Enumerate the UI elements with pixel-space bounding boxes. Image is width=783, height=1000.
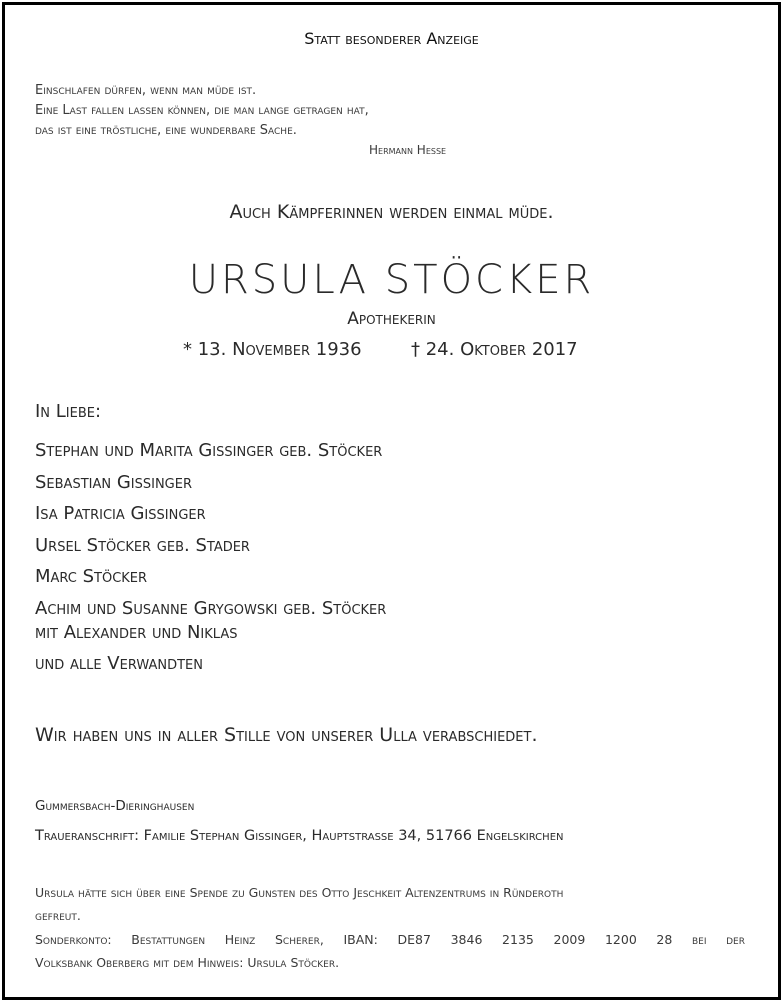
closing-statement: Wir haben uns in aller Stille von unserer Ulla verabschiedet. bbox=[35, 724, 538, 746]
mourner-entry: Isa Patricia Gissinger bbox=[35, 503, 206, 524]
mourner-entry: Marc Stöcker bbox=[35, 566, 148, 587]
mourner-entry: Achim und Susanne Grygowski geb. Stöcker bbox=[35, 598, 387, 619]
mourners-intro: In Liebe: bbox=[35, 401, 102, 422]
mourner-entry: mit Alexander und Niklas bbox=[35, 622, 238, 643]
mourner-entry: Ursel Stöcker geb. Stader bbox=[35, 535, 250, 556]
birth-date: * 13. November 1936 bbox=[183, 339, 362, 360]
poem-line-3: das ist eine tröstliche, eine wunderbare Sache. bbox=[35, 123, 297, 138]
donation-line-2: gefreut. bbox=[35, 908, 81, 923]
donation-line-4: Volksbank Oberberg mit dem Hinweis: Ursula Stöcker. bbox=[35, 955, 340, 970]
mourning-address: Traueranschrift: Familie Stephan Gissinger, Hauptstrasse 34, 51766 Engelskirchen bbox=[35, 828, 564, 844]
header-title: Statt besonderer Anzeige bbox=[304, 29, 479, 48]
motto: Auch Kämpferinnen werden einmal müde. bbox=[229, 201, 554, 223]
poem-line-2: Eine Last fallen lassen können, die man lange getragen hat, bbox=[35, 103, 369, 118]
donation-line-1: Ursula hätte sich über eine Spende zu Gunsten des Otto Jeschkeit Altenzentrums in Ründeroth bbox=[35, 885, 564, 900]
mourner-entry: Stephan und Marita Gissinger geb. Stöcker bbox=[35, 440, 383, 461]
mourner-entry: Sebastian Gissinger bbox=[35, 472, 192, 493]
obituary-frame bbox=[2, 2, 781, 1000]
place: Gummersbach-Dieringhausen bbox=[35, 798, 195, 814]
deceased-profession: Apothekerin bbox=[347, 309, 436, 329]
deceased-name: URSULA STÖCKER bbox=[188, 257, 595, 303]
poem-line-1: Einschlafen dürfen, wenn man müde ist. bbox=[35, 83, 257, 98]
donation-line-3: Sonderkonto: Bestattungen Heinz Scherer, IBAN: DE87 3846 2135 2009 1200 28 bei der bbox=[35, 932, 745, 947]
mourner-entry: und alle Verwandten bbox=[35, 653, 203, 674]
death-date: † 24. Oktober 2017 bbox=[411, 339, 578, 360]
poem-author: Hermann Hesse bbox=[369, 143, 447, 157]
